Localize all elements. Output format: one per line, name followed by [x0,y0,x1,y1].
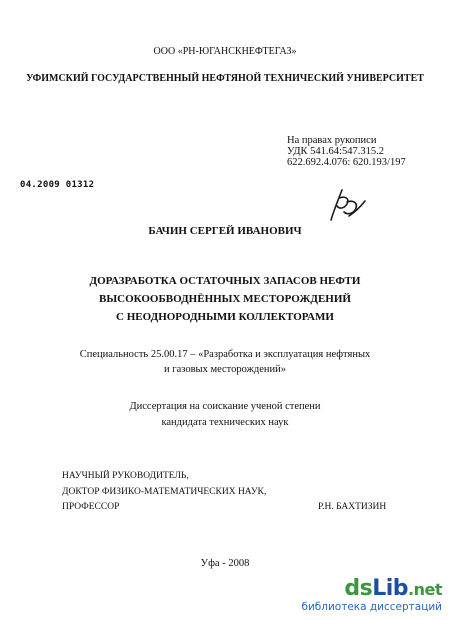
registration-stamp: 04.2009 01312 [20,180,95,190]
author-name: БАЧИН СЕРГЕЙ ИВАНОВИЧ [148,225,302,237]
thesis-title-line-1: ДОРАЗРАБОТКА ОСТАТОЧНЫХ ЗАПАСОВ НЕФТИ [89,275,361,287]
supervisor-name: Р.Н. БАХТИЗИН [318,502,387,512]
thesis-title-line-2: ВЫСОКООБВОДНЁННЫХ МЕСТОРОЖДЕНИЙ [99,293,351,305]
dslib-logo [301,575,442,601]
supervisor-role: НАУЧНЫЙ РУКОВОДИТЕЛЬ, [62,471,189,481]
logo-net: .net [408,579,442,599]
logo-ds: ds [344,575,373,601]
city-year: Уфа - 2008 [200,558,250,569]
manuscript-rights: На правах рукописи [287,135,377,146]
degree-line-2: кандидата технических наук [161,417,289,428]
degree-line-1: Диссертация на соискание ученой степени [129,401,321,412]
udc-code: УДК 541.64:547.315.2 [287,146,384,157]
dslib-watermark [301,575,442,613]
signature [325,186,367,224]
university-name: УФИМСКИЙ ГОСУДАРСТВЕННЫЙ НЕФТЯНОЙ ТЕХНИЧЕСКИЙ УНИВЕРСИТЕТ [26,73,424,84]
specialty-line-1: Специальность 25.00.17 – «Разработка и эксплуатация нефтяных [79,349,371,360]
thesis-title-line-3: С НЕОДНОРОДНЫМИ КОЛЛЕКТОРАМИ [116,311,334,323]
supervisor-title: ПРОФЕССОР [62,502,120,512]
dslib-subtitle: библиотека диссертаций [301,600,442,613]
udc-code-continued: 622.692.4.076: 620.193/197 [287,157,406,168]
specialty-line-2: и газовых месторождений» [164,364,286,375]
logo-lib: Lib [372,575,409,601]
supervisor-degree: ДОКТОР ФИЗИКО-МАТЕМАТИЧЕСКИХ НАУК, [62,487,267,497]
organization-name: ООО «РН-ЮГАНСКНЕФТЕГАЗ» [153,46,297,57]
